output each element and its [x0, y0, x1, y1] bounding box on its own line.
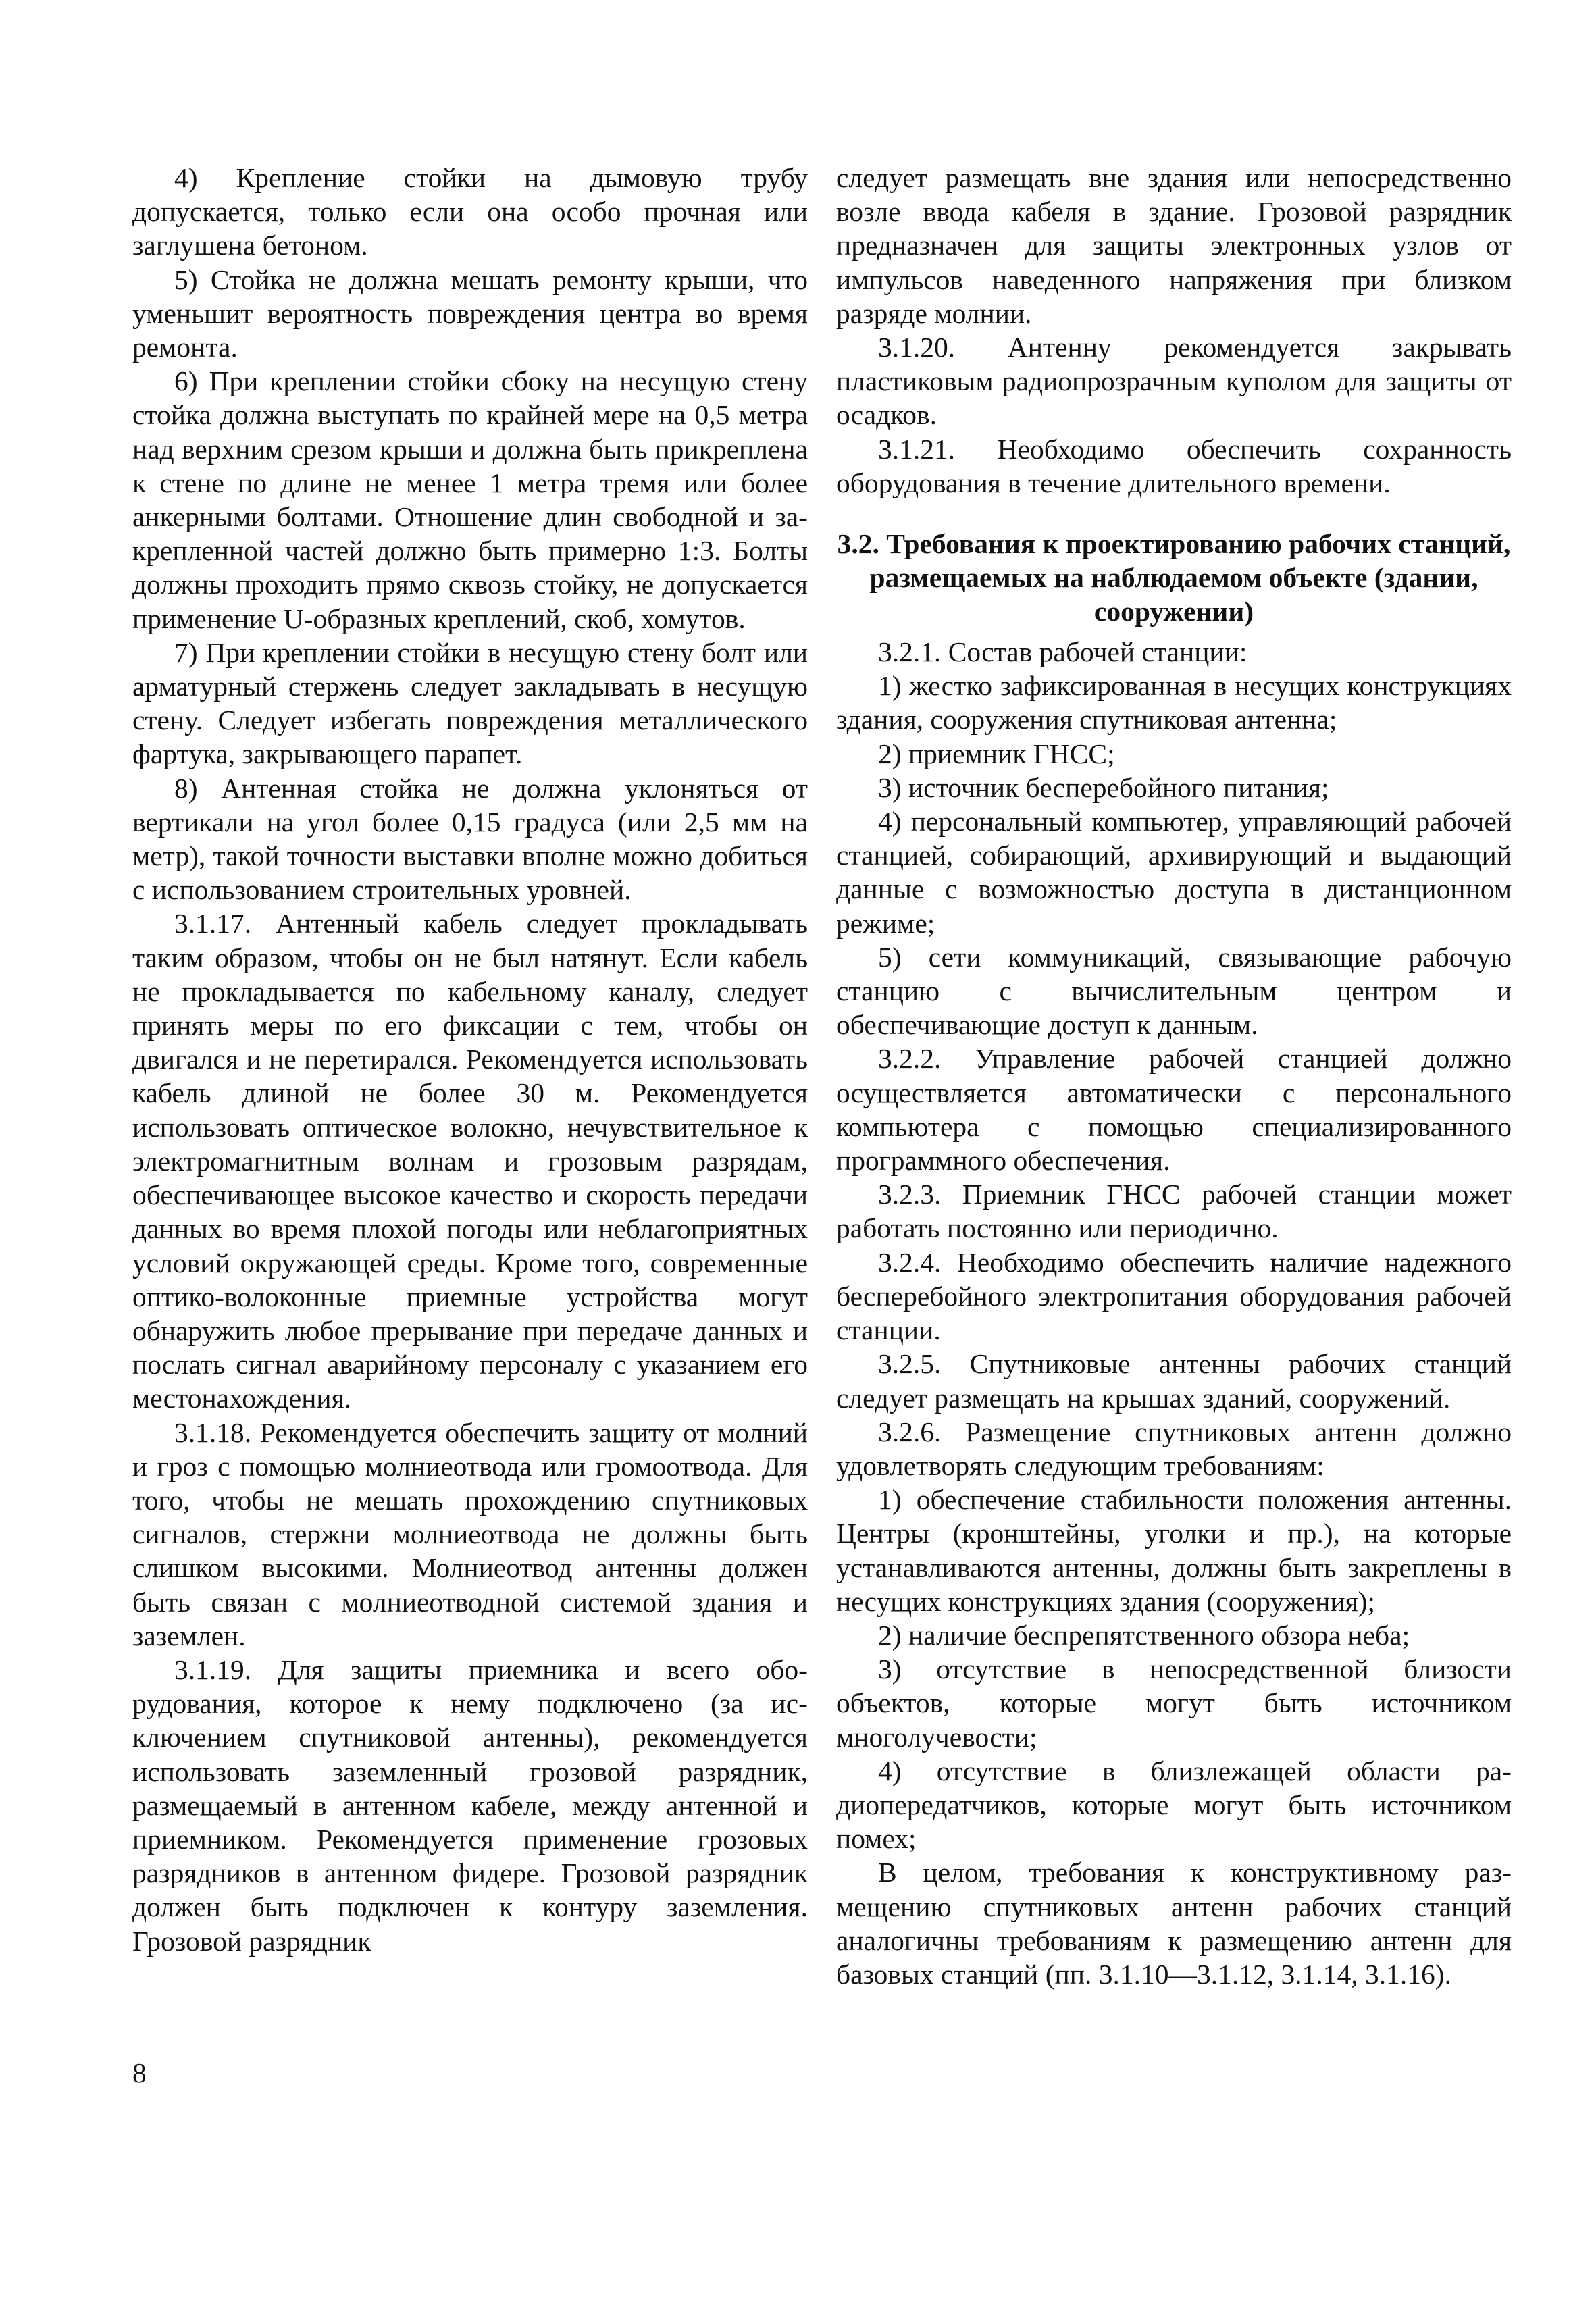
paragraph-3-1-17: 3.1.17. Антенный кабель следует прокладывать таким образом, чтобы он не был натянут. Если кабель не прокладывается по кабельному каналу, следует принять меры по его фиксации с тем, чтобы он двигался и не перетирался. Рекомендуется использовать кабель длиной не более 30 м. Рекомендуется использовать оптическое волокно, нечувствительное к электромагнитным волнам и грозовым разрядам, обеспечивающее высокое качество и скорость передачи данных во время плохой погоды или неблагоприятных условий окружающей среды. Кроме того, современные оптико-волоконные приемные устройства могут обнаружить любое прерывание при передаче данных и послать сигнал аварийному персоналу с указанием его местонахождения.	[132, 908, 808, 1414]
paragraph-3-1-19: 3.1.19. Для защиты приемника и всего оборудования, которое к нему подключено (за исключением спутниковой антенны), рекомендуется использовать заземленный грозовой разрядник, размещаемый в антенном кабеле, между антенной и приемником. Рекомендуется применение грозовых разрядников в антенном фидере. Грозовой разрядник должен быть подключен к контуру заземления. Грозовой разрядник	[132, 1653, 808, 1957]
page-number: 8	[132, 2057, 147, 2088]
paragraph-item-5: 5) Стойка не должна мешать ремонту крыши, что уменьшит вероятность повреждения центра во время ремонта.	[132, 263, 808, 363]
paragraph-3-2-1: 3.2.1. Состав рабочей станции:	[878, 636, 1247, 668]
list-item: 3) источник бесперебойного питания;	[878, 771, 1329, 803]
paragraph-item-4: 4) Крепление стойки на дымовую трубу допускается, только если она особо прочная или заглушена бетоном.	[132, 162, 808, 261]
paragraph-3-1-21: 3.1.21. Необходимо обеспечить сохранность оборудования в течение длительного времени.	[836, 433, 1512, 498]
paragraph-item-7: 7) При креплении стойки в несущую стену болт или арматурный стержень следует закладывать в несущую стену. Следует избегать повреждения металлического фартука, закрывающего парапет.	[132, 636, 808, 770]
paragraph-3-1-18: 3.1.18. Рекомендуется обеспечить защиту от молний и гроз с помощью молниеотвода или громоотвода. Для того, чтобы не мешать прохождению спутниковых сигналов, стержни молниеотвода не должны быть слишком высокими. Молниеотвод антенны должен быть связан с молниеотводной системой здания и заземлен.	[132, 1416, 808, 1651]
right-column	[836, 161, 1512, 1991]
paragraph-3-2-4: 3.2.4. Необходимо обеспечить наличие надежного бесперебойного электропитания оборудования рабочей станции.	[836, 1246, 1512, 1346]
paragraph-3-2-2: 3.2.2. Управление рабочей станцией должно осуществляется автоматически с персонального компьютера с помощью специализированного программного обеспечения.	[836, 1043, 1512, 1177]
paragraph-3-1-20: 3.1.20. Антенну рекомендуется закрывать пластиковым радиопрозрачным куполом для защиты от осадков.	[836, 332, 1512, 431]
paragraph-3-1-19-continued: следует размещать вне здания или непосредственно возле ввода кабеля в здание. Грозовой разрядник предназначен для защиты электронных узлов от импульсов наведенного напряжения при близком разряде молнии.	[836, 162, 1512, 329]
section-heading-3-2: 3.2. Требования к проектированию рабочих станций, размещаемых на наблюдаемом объекте (здании, сооружении)	[837, 528, 1511, 627]
list-item: 4) персональный компьютер, управляющий рабочей станцией, собирающий, архивирующий и выдающий данные с возможностью доступа в дистанционном режиме;	[836, 806, 1512, 939]
list-item: 2) приемник ГНСС;	[878, 738, 1115, 769]
paragraph-summary: В целом, требования к конструктивному размещению спутниковых антенн рабочих станций аналогичны требованиям к размещению антенн для базовых станций (пп. 3.1.10—3.1.12, 3.1.14, 3.1.16).	[836, 1857, 1512, 1990]
list-item: 3) отсутствие в непосредственной близости объектов, которые могут быть источником многолучевости;	[836, 1653, 1512, 1753]
paragraph-item-6: 6) При креплении стойки сбоку на несущую стену стойка должна выступать по крайней мере на 0,5 метра над верхним срезом крыши и должна быть прикреплена к стене по длине не менее 1 метра тремя или более анкерными болтами. Отношение длин свободной и закрепленной частей должно быть примерно 1:3. Болты должны проходить прямо сквозь стойку, не допускается применение U-образных креплений, скоб, хомутов.	[132, 365, 808, 634]
list-item: 2) наличие беспрепятственного обзора неба;	[878, 1619, 1410, 1651]
paragraph-3-2-3: 3.2.3. Приемник ГНСС рабочей станции может работать постоянно или периодично.	[836, 1179, 1512, 1244]
paragraph-3-2-6: 3.2.6. Размещение спутниковых антенн должно удовлетворять следующим требованиям:	[836, 1416, 1512, 1481]
list-item: 1) жестко зафиксированная в несущих конструкциях здания, сооружения спутниковая антенна;	[836, 670, 1512, 736]
paragraph-3-2-5: 3.2.5. Спутниковые антенны рабочих станций следует размещать на крышах зданий, сооружений.	[836, 1348, 1512, 1414]
paragraph-item-8: 8) Антенная стойка не должна уклоняться от вертикали на угол более 0,15 градуса (или 2,5 мм на метр), такой точности выставки вполне можно добиться с использованием строительных уровней.	[132, 772, 808, 906]
left-column	[132, 161, 808, 1958]
list-item: 1) обеспечение стабильности положения антенны. Центры (кронштейны, уголки и пр.), на которые устанавливаются антенны, должны быть закреплены в несущих конструкциях здания (сооружения);	[836, 1484, 1512, 1617]
list-item: 5) сети коммуникаций, связывающие рабочую станцию с вычислительным центром и обеспечивающие доступ к данным.	[836, 941, 1512, 1041]
list-item: 4) отсутствие в близлежащей области радиопередатчиков, которые могут быть источником помех;	[836, 1755, 1512, 1855]
